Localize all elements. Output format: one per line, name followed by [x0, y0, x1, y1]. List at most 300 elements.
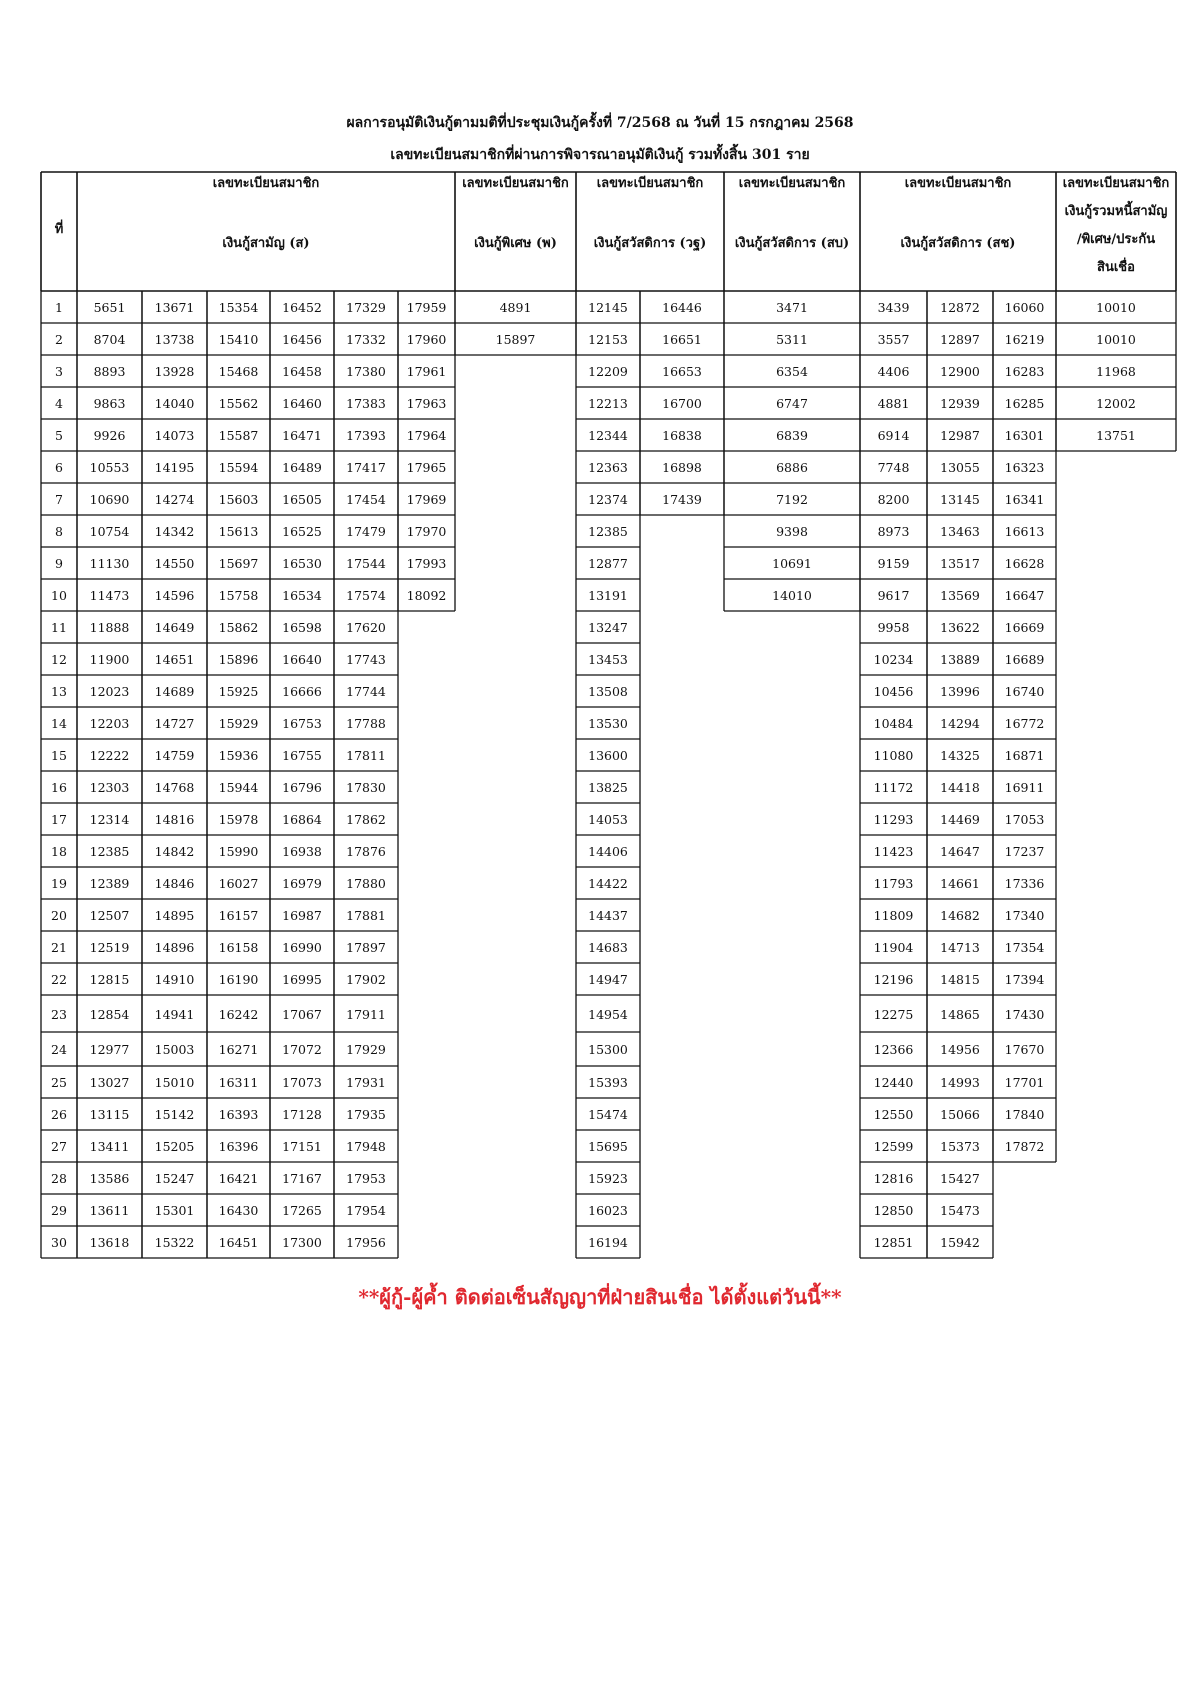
member-id-cell: 12519 [89, 940, 130, 955]
member-id-cell: 3439 [877, 300, 910, 315]
row-number: 17 [51, 812, 67, 827]
member-id-cell: 10754 [89, 524, 130, 539]
member-id-cell: 17167 [282, 1171, 322, 1186]
member-id-cell: 16772 [1004, 716, 1045, 731]
member-id-cell: 14325 [940, 748, 980, 763]
member-id-cell: 11130 [89, 556, 130, 571]
member-id-cell: 15474 [588, 1107, 628, 1122]
member-id-cell: 16753 [282, 716, 322, 731]
member-id-cell: 14647 [940, 844, 980, 859]
member-id-cell: 4881 [877, 396, 910, 411]
member-id-cell: 17479 [346, 524, 386, 539]
member-id-cell: 11793 [873, 876, 914, 891]
member-id-cell: 6914 [877, 428, 910, 443]
member-id-cell: 11172 [873, 780, 914, 795]
member-id-cell: 16301 [1004, 428, 1045, 443]
member-id-cell: 15925 [218, 684, 259, 699]
member-id-cell: 13928 [154, 364, 195, 379]
member-id-cell: 13517 [940, 556, 980, 571]
member-id-cell: 12977 [89, 1042, 130, 1057]
member-id-cell: 16430 [218, 1203, 259, 1218]
row-number: 19 [51, 876, 67, 891]
member-id-cell: 14649 [154, 620, 195, 635]
row-number: 26 [51, 1107, 67, 1122]
member-id-cell: 12275 [873, 1006, 914, 1022]
member-id-cell: 13145 [940, 492, 980, 507]
member-id-cell: 17876 [346, 844, 386, 859]
member-id-cell: 16341 [1004, 492, 1045, 507]
member-id-cell: 13618 [89, 1235, 130, 1250]
member-id-cell: 14274 [154, 492, 195, 507]
member-id-cell: 16158 [218, 940, 259, 955]
member-id-cell: 17743 [346, 652, 386, 667]
header-welfare-loan-sb: เลขทะเบียนสมาชิก เงินกู้สวัสดิการ (สบ) [734, 176, 850, 251]
member-id-cell: 16393 [218, 1107, 259, 1122]
row-number: 15 [51, 748, 67, 763]
header-no: ที่ [54, 222, 64, 237]
member-id-cell: 14651 [154, 652, 195, 667]
member-id-cell: 14865 [940, 1006, 980, 1022]
member-id-cell: 16157 [218, 908, 259, 923]
member-id-cell: 15205 [154, 1139, 195, 1154]
member-id-cell: 16421 [218, 1171, 259, 1186]
header-welfare-loan-sc: เลขทะเบียนสมาชิก เงินกู้สวัสดิการ (สช) [900, 176, 1016, 251]
member-id-cell: 14550 [154, 556, 195, 571]
member-id-cell: 12363 [588, 460, 628, 475]
member-id-cell: 11904 [873, 940, 914, 955]
header-special-loan: เลขทะเบียนสมาชิก เงินกู้พิเศษ (พ) [462, 176, 569, 251]
member-id-cell: 12939 [940, 396, 980, 411]
member-id-cell: 17935 [346, 1107, 386, 1122]
member-id-cell: 16283 [1004, 364, 1045, 379]
document-title: ผลการอนุมัติเงินกู้ตามมติที่ประชุมเงินกู้ครั้งที่ 7/2568 ณ วันที่ 15 กรกฎาคม 2568 [346, 115, 854, 131]
member-id-cell: 15978 [218, 812, 259, 827]
row-number: 25 [51, 1075, 67, 1090]
member-id-cell: 15301 [154, 1203, 195, 1218]
member-id-cell: 12222 [89, 748, 130, 763]
header-ordinary-loan: เลขทะเบียนสมาชิก เงินกู้สามัญ (ส) [212, 176, 320, 251]
member-id-cell: 14294 [940, 716, 980, 731]
member-id-cell: 3471 [776, 300, 808, 315]
member-id-cell: 16285 [1004, 396, 1045, 411]
member-id-cell: 14768 [154, 780, 195, 795]
row-number: 12 [51, 652, 67, 667]
member-id-cell: 15354 [218, 300, 259, 315]
member-id-cell: 16451 [218, 1235, 259, 1250]
member-id-cell: 15410 [218, 332, 259, 347]
member-id-cell: 15473 [940, 1203, 980, 1218]
member-id-cell: 15929 [218, 716, 259, 731]
member-id-cell: 17300 [282, 1235, 322, 1250]
member-id-cell: 8704 [93, 332, 126, 347]
member-id-cell: 17340 [1004, 908, 1045, 923]
member-id-cell: 12854 [89, 1006, 130, 1022]
member-id-cell: 9958 [877, 620, 910, 635]
member-id-cell: 15896 [218, 652, 259, 667]
member-id-cell: 17956 [346, 1235, 386, 1250]
member-id-cell: 16838 [662, 428, 702, 443]
member-id-cell: 17128 [282, 1107, 322, 1122]
member-id-cell: 4406 [877, 364, 910, 379]
member-id-cell: 17970 [406, 524, 447, 539]
member-id-cell: 16471 [282, 428, 322, 443]
member-id-cell: 16666 [282, 684, 322, 699]
member-id-cell: 10691 [772, 556, 812, 571]
row-number: 30 [51, 1235, 67, 1250]
member-id-cell: 12815 [89, 972, 130, 987]
member-id-cell: 14954 [588, 1006, 628, 1022]
member-id-cell: 17880 [346, 876, 386, 891]
member-id-cell: 16534 [282, 588, 322, 603]
member-id-cell: 16871 [1004, 748, 1045, 763]
member-id-cell: 13600 [588, 748, 628, 763]
member-id-cell: 11473 [89, 588, 130, 603]
member-id-cell: 17788 [346, 716, 386, 731]
member-id-cell: 14661 [940, 876, 980, 891]
member-id-cell: 15603 [218, 492, 259, 507]
member-id-cell: 17960 [406, 332, 447, 347]
member-id-cell: 15923 [588, 1171, 628, 1186]
member-id-cell: 16446 [662, 300, 702, 315]
row-number: 7 [55, 492, 63, 507]
member-id-cell: 12145 [588, 300, 628, 315]
member-id-cell: 17954 [346, 1203, 386, 1218]
member-id-cell: 16219 [1004, 332, 1045, 347]
member-id-cell: 15942 [940, 1235, 980, 1250]
member-id-cell: 12023 [89, 684, 130, 699]
member-id-cell: 14683 [588, 940, 628, 955]
member-id-cell: 13453 [588, 652, 628, 667]
member-id-cell: 6354 [776, 364, 808, 379]
member-id-cell: 17969 [406, 492, 447, 507]
member-id-cell: 11888 [89, 620, 130, 635]
member-id-cell: 14713 [940, 940, 980, 955]
member-id-cell: 10010 [1096, 300, 1136, 315]
member-id-cell: 16060 [1004, 300, 1045, 315]
member-id-cell: 16194 [588, 1235, 628, 1250]
member-id-cell: 13508 [588, 684, 628, 699]
member-id-cell: 14842 [154, 844, 195, 859]
member-id-cell: 12389 [89, 876, 130, 891]
member-id-cell: 13622 [940, 620, 980, 635]
member-id-cell: 16505 [282, 492, 322, 507]
member-id-cell: 11809 [873, 908, 914, 923]
member-id-cell: 17620 [346, 620, 386, 635]
member-id-cell: 9159 [877, 556, 910, 571]
member-id-cell: 12203 [89, 716, 130, 731]
member-id-cell: 14596 [154, 588, 195, 603]
member-id-cell: 17329 [346, 300, 386, 315]
member-id-cell: 10010 [1096, 332, 1136, 347]
member-id-cell: 17830 [346, 780, 386, 795]
member-id-cell: 15990 [218, 844, 259, 859]
member-id-cell: 16452 [282, 300, 322, 315]
member-id-cell: 13191 [588, 588, 628, 603]
member-id-cell: 14195 [154, 460, 195, 475]
member-id-cell: 14469 [940, 812, 980, 827]
member-id-cell: 17072 [282, 1042, 322, 1057]
member-id-cell: 16979 [282, 876, 322, 891]
member-id-cell: 10456 [873, 684, 914, 699]
member-id-cell: 17965 [406, 460, 447, 475]
member-id-cell: 16987 [282, 908, 322, 923]
member-id-cell: 11080 [873, 748, 914, 763]
member-id-cell: 6839 [776, 428, 808, 443]
member-id-cell: 13825 [588, 780, 628, 795]
member-id-cell: 17929 [346, 1042, 386, 1057]
member-id-cell: 17881 [346, 908, 386, 923]
member-id-cell: 16990 [282, 940, 322, 955]
member-id-cell: 16647 [1004, 588, 1045, 603]
member-id-cell: 16027 [218, 876, 259, 891]
member-id-cell: 8893 [93, 364, 126, 379]
member-id-cell: 17439 [662, 492, 702, 507]
member-id-cell: 14941 [154, 1006, 195, 1022]
member-id-cell: 14010 [772, 588, 812, 603]
contract-notice: **ผู้กู้-ผู้ค้ำ ติดต่อเซ็นสัญญาที่ฝ่ายสินเชื่อ ได้ตั้งแต่วันนี้** [358, 1285, 842, 1309]
member-id-cell: 12897 [940, 332, 980, 347]
member-id-cell: 12303 [89, 780, 130, 795]
member-id-cell: 17993 [406, 556, 447, 571]
member-id-cell: 11423 [873, 844, 914, 859]
member-id-cell: 16525 [282, 524, 322, 539]
member-id-cell: 14993 [940, 1075, 980, 1090]
member-id-cell: 17574 [346, 588, 386, 603]
document-subtitle: เลขทะเบียนสมาชิกที่ผ่านการพิจารณาอนุมัติเงินกู้ รวมทั้งสิ้น 301 ราย [390, 147, 810, 163]
member-id-cell: 17394 [1004, 972, 1045, 987]
member-id-cell: 6747 [776, 396, 808, 411]
member-id-cell: 16456 [282, 332, 322, 347]
member-id-cell: 16911 [1004, 780, 1045, 795]
member-id-cell: 17840 [1004, 1107, 1045, 1122]
member-id-cell: 17964 [406, 428, 447, 443]
header-debt-consolidation-loan: เลขทะเบียนสมาชิก เงินกู้รวมหนี้สามัญ /พิเศษ/ประกัน สินเชื่อ [1062, 176, 1170, 275]
member-id-cell: 12196 [873, 972, 914, 987]
member-id-cell: 12374 [588, 492, 628, 507]
row-number: 10 [51, 588, 67, 603]
member-id-cell: 12385 [588, 524, 628, 539]
member-id-cell: 15936 [218, 748, 259, 763]
member-id-cell: 11293 [873, 812, 914, 827]
member-id-cell: 12213 [588, 396, 628, 411]
member-id-cell: 9926 [93, 428, 126, 443]
member-id-cell: 8973 [877, 524, 910, 539]
member-id-cell: 12507 [89, 908, 130, 923]
member-id-cell: 17151 [282, 1139, 322, 1154]
member-id-cell: 17811 [346, 748, 386, 763]
member-id-cell: 17931 [346, 1075, 386, 1090]
member-id-cell: 15697 [218, 556, 259, 571]
member-id-cell: 15300 [588, 1042, 628, 1057]
member-id-cell: 17948 [346, 1139, 386, 1154]
row-number: 23 [51, 1006, 67, 1022]
member-id-cell: 15066 [940, 1107, 980, 1122]
member-id-cell: 17067 [282, 1006, 322, 1022]
member-id-cell: 13751 [1096, 428, 1136, 443]
member-id-cell: 15468 [218, 364, 259, 379]
member-id-cell: 17544 [346, 556, 386, 571]
member-id-cell: 13247 [588, 620, 628, 635]
member-id-cell: 12314 [89, 812, 130, 827]
member-id-cell: 17701 [1004, 1075, 1045, 1090]
member-id-cell: 14073 [154, 428, 195, 443]
member-id-cell: 17417 [346, 460, 386, 475]
member-id-cell: 14956 [940, 1042, 980, 1057]
member-id-cell: 12987 [940, 428, 980, 443]
member-id-cell: 16242 [218, 1006, 259, 1022]
member-id-cell: 14418 [940, 780, 980, 795]
row-number: 11 [51, 620, 67, 635]
row-number: 3 [55, 364, 63, 379]
member-id-cell: 15427 [940, 1171, 980, 1186]
member-id-cell: 12816 [873, 1171, 914, 1186]
member-id-cell: 12440 [873, 1075, 914, 1090]
member-id-cell: 14406 [588, 844, 628, 859]
member-id-cell: 16458 [282, 364, 322, 379]
member-id-cell: 17911 [346, 1006, 386, 1022]
row-number: 21 [51, 940, 67, 955]
member-id-cell: 10234 [873, 652, 914, 667]
member-id-cell: 14682 [940, 908, 980, 923]
row-number: 13 [51, 684, 67, 699]
member-id-cell: 5651 [93, 300, 126, 315]
member-id-cell: 12209 [588, 364, 628, 379]
member-id-cell: 12366 [873, 1042, 914, 1057]
member-id-cell: 14895 [154, 908, 195, 923]
member-id-cell: 15393 [588, 1075, 628, 1090]
member-id-cell: 16995 [282, 972, 322, 987]
member-id-cell: 9863 [93, 396, 126, 411]
member-id-cell: 14815 [940, 972, 980, 987]
member-id-cell: 14947 [588, 972, 628, 987]
member-id-cell: 11900 [89, 652, 130, 667]
member-id-cell: 16613 [1004, 524, 1045, 539]
member-id-cell: 11968 [1096, 364, 1136, 379]
member-id-cell: 13738 [154, 332, 195, 347]
member-id-cell: 12385 [89, 844, 130, 859]
member-id-cell: 7748 [877, 460, 910, 475]
member-id-cell: 10690 [89, 492, 130, 507]
member-id-cell: 13530 [588, 716, 628, 731]
member-id-cell: 9617 [877, 588, 910, 603]
member-id-cell: 16755 [282, 748, 322, 763]
member-id-cell: 13411 [89, 1139, 130, 1154]
member-id-cell: 10553 [89, 460, 130, 475]
member-id-cell: 13055 [940, 460, 980, 475]
member-id-cell: 16898 [662, 460, 702, 475]
member-id-cell: 16271 [218, 1042, 259, 1057]
member-id-cell: 12550 [873, 1107, 914, 1122]
row-number: 1 [55, 300, 63, 315]
member-id-cell: 15562 [218, 396, 259, 411]
row-number: 8 [55, 524, 63, 539]
member-id-cell: 12599 [873, 1139, 914, 1154]
member-id-cell: 13115 [89, 1107, 130, 1122]
member-id-cell: 16489 [282, 460, 322, 475]
member-id-cell: 16653 [662, 364, 702, 379]
member-id-cell: 16628 [1004, 556, 1045, 571]
member-id-cell: 14053 [588, 812, 628, 827]
row-number: 18 [51, 844, 67, 859]
member-id-cell: 14437 [588, 908, 628, 923]
member-id-cell: 15247 [154, 1171, 195, 1186]
member-id-cell: 16651 [662, 332, 702, 347]
member-id-cell: 15695 [588, 1139, 628, 1154]
member-id-cell: 17670 [1004, 1042, 1045, 1057]
member-id-cell: 15862 [218, 620, 259, 635]
member-id-cell: 17073 [282, 1075, 322, 1090]
member-id-cell: 17383 [346, 396, 386, 411]
member-id-cell: 17454 [346, 492, 386, 507]
member-id-cell: 15322 [154, 1235, 195, 1250]
member-id-cell: 13569 [940, 588, 980, 603]
member-id-cell: 15944 [218, 780, 259, 795]
member-id-cell: 15758 [218, 588, 259, 603]
member-id-cell: 13671 [154, 300, 195, 315]
row-number: 2 [55, 332, 63, 347]
member-id-cell: 13586 [89, 1171, 130, 1186]
row-number: 4 [55, 396, 63, 411]
row-number: 9 [55, 556, 63, 571]
member-id-cell: 17332 [346, 332, 386, 347]
member-id-cell: 16640 [282, 652, 322, 667]
member-id-cell: 17354 [1004, 940, 1045, 955]
member-id-cell: 15142 [154, 1107, 195, 1122]
member-id-cell: 12877 [588, 556, 628, 571]
member-id-cell: 16190 [218, 972, 259, 987]
member-id-cell: 17430 [1004, 1006, 1045, 1022]
row-number: 22 [51, 972, 67, 987]
member-id-cell: 17380 [346, 364, 386, 379]
member-id-cell: 12872 [940, 300, 980, 315]
row-number: 24 [51, 1042, 67, 1057]
member-id-cell: 15003 [154, 1042, 195, 1057]
member-id-cell: 17897 [346, 940, 386, 955]
member-id-cell: 13611 [89, 1203, 130, 1218]
member-id-cell: 16530 [282, 556, 322, 571]
row-number: 14 [51, 716, 67, 731]
member-id-cell: 17744 [346, 684, 386, 699]
member-id-cell: 16938 [282, 844, 322, 859]
member-id-cell: 10484 [873, 716, 914, 731]
member-id-cell: 14727 [154, 716, 195, 731]
member-id-cell: 16396 [218, 1139, 259, 1154]
member-id-cell: 13996 [940, 684, 980, 699]
member-id-cell: 14759 [154, 748, 195, 763]
member-id-cell: 16598 [282, 620, 322, 635]
row-number: 29 [51, 1203, 67, 1218]
member-id-cell: 12851 [873, 1235, 914, 1250]
member-id-cell: 14689 [154, 684, 195, 699]
member-id-cell: 14422 [588, 876, 628, 891]
member-id-cell: 12850 [873, 1203, 914, 1218]
member-id-cell: 17959 [406, 300, 447, 315]
member-id-cell: 14816 [154, 812, 195, 827]
member-id-cell: 7192 [776, 492, 808, 507]
member-id-cell: 17963 [406, 396, 447, 411]
member-id-cell: 14896 [154, 940, 195, 955]
member-id-cell: 18092 [406, 588, 447, 603]
member-id-cell: 17862 [346, 812, 386, 827]
member-id-cell: 16669 [1004, 620, 1045, 635]
member-id-cell: 15587 [218, 428, 259, 443]
member-id-cell: 17265 [282, 1203, 322, 1218]
member-id-cell: 3557 [877, 332, 910, 347]
member-id-cell: 13889 [940, 652, 980, 667]
member-id-cell: 6886 [776, 460, 808, 475]
member-id-cell: 14846 [154, 876, 195, 891]
row-number: 28 [51, 1171, 67, 1186]
